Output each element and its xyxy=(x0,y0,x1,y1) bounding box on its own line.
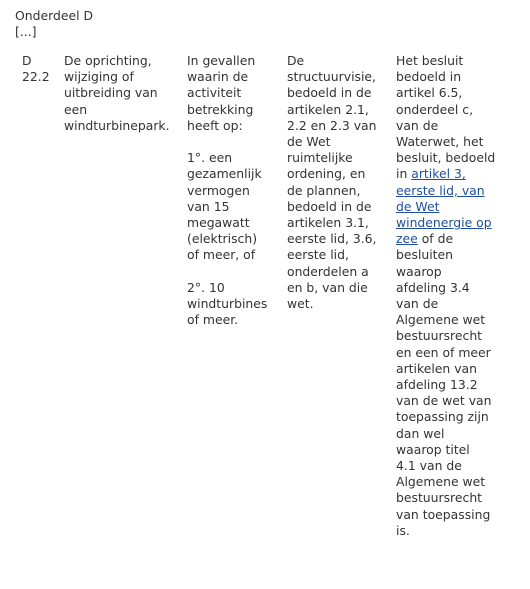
decisions-line: waarop titel xyxy=(396,441,470,457)
plans-line: en b, van die xyxy=(287,279,368,295)
law-reference-link[interactable]: zee xyxy=(396,231,418,247)
cases-intro-line: betrekking xyxy=(187,101,254,117)
decisions-link-lead: in xyxy=(396,166,412,182)
decisions-line: besluiten xyxy=(396,247,454,263)
plans-line: eerste lid, xyxy=(287,247,349,263)
cases-item-1-line: gezamenlijk xyxy=(187,166,262,182)
plans-line: ordening, en xyxy=(287,166,366,182)
activity-line: windturbinepark. xyxy=(64,117,170,133)
cases-item-2-line: of meer. xyxy=(187,312,239,328)
row-code-number: 22.2 xyxy=(22,69,50,85)
plans-line: De xyxy=(287,53,305,68)
activity-cell xyxy=(64,53,182,134)
plans-line: onderdelen a xyxy=(287,263,369,279)
plans-line: wet. xyxy=(287,296,314,312)
cases-item-1-line: of meer, of xyxy=(187,247,256,263)
plans-line: artikelen 3.1, xyxy=(287,215,369,231)
decisions-link-tail: of de xyxy=(417,231,454,247)
plans-line: eerste lid, 3.6, xyxy=(287,231,377,247)
decisions-line: besluit, bedoeld xyxy=(396,150,496,166)
decisions-line: bestuursrecht xyxy=(396,328,483,344)
plans-line: bedoeld in de xyxy=(287,198,372,214)
cases-intro-line: waarin de xyxy=(187,69,249,85)
row-code-cell xyxy=(22,53,62,85)
plans-line: de plannen, xyxy=(287,182,361,198)
decisions-link-line xyxy=(396,231,504,247)
cases-item-1-line: 1°. een xyxy=(187,150,233,166)
decisions-line: van de xyxy=(396,296,439,312)
decisions-line: artikel 6.5, xyxy=(396,85,463,101)
cases-item-1-line: van 15 xyxy=(187,198,230,214)
decisions-link-line xyxy=(396,166,504,182)
decisions-line: dan wel xyxy=(396,425,445,441)
paragraph-gap xyxy=(187,264,279,280)
decisions-line: toepassing zijn xyxy=(396,409,489,425)
activity-line: een xyxy=(64,101,88,117)
decisions-line: en een of meer xyxy=(396,344,491,360)
paragraph-gap xyxy=(187,134,279,150)
decisions-line: Het besluit xyxy=(396,53,464,68)
activity-line: uitbreiding van xyxy=(64,85,158,101)
cases-cell xyxy=(187,53,279,328)
plans-line: bedoeld in de xyxy=(287,85,372,101)
plans-line: 2.2 en 2.3 van xyxy=(287,117,377,133)
decisions-line: Algemene wet xyxy=(396,474,486,490)
row-code-letter: D xyxy=(22,53,32,68)
law-reference-link[interactable]: eerste lid, van xyxy=(396,182,485,198)
decisions-line: van de wet van xyxy=(396,393,492,409)
decisions-line: van toepassing xyxy=(396,506,491,522)
law-reference-link[interactable]: de Wet xyxy=(396,198,440,214)
decisions-line: waarop xyxy=(396,263,442,279)
decisions-line: Algemene wet xyxy=(396,312,486,328)
decisions-line: van de xyxy=(396,117,439,133)
cases-intro-line: activiteit xyxy=(187,85,242,101)
decisions-link-line xyxy=(396,215,504,231)
plans-line: structuurvisie, xyxy=(287,69,376,85)
decisions-line: bestuursrecht xyxy=(396,490,483,506)
cases-intro-line: heeft op: xyxy=(187,117,243,133)
decisions-line: artikelen van xyxy=(396,360,477,376)
decisions-line: onderdeel c, xyxy=(396,101,474,117)
decisions-link-line xyxy=(396,199,504,215)
plans-line: de Wet xyxy=(287,134,331,150)
plans-line: ruimtelijke xyxy=(287,150,353,166)
omission-marker: [...] xyxy=(15,23,37,39)
decisions-line: bedoeld in xyxy=(396,69,462,85)
decisions-line: afdeling 13.2 xyxy=(396,377,478,393)
decisions-line: Waterwet, het xyxy=(396,134,484,150)
part-title: Onderdeel D xyxy=(15,8,94,23)
decisions-cell xyxy=(396,53,504,539)
decisions-line: afdeling 3.4 xyxy=(396,279,470,295)
cases-intro-line: In gevallen xyxy=(187,53,256,68)
activity-line: wijziging of xyxy=(64,69,134,85)
decisions-line: 4.1 van de xyxy=(396,458,462,474)
cases-item-1-line: (elektrisch) xyxy=(187,231,258,247)
law-reference-link[interactable]: windenergie op xyxy=(396,215,492,231)
plans-cell xyxy=(287,53,389,312)
cases-item-1-line: megawatt xyxy=(187,215,250,231)
law-reference-link[interactable]: artikel 3, xyxy=(411,166,466,182)
decisions-link-line xyxy=(396,183,504,199)
decisions-line: is. xyxy=(396,522,410,538)
cases-item-1-line: vermogen xyxy=(187,182,250,198)
activity-line: De oprichting, xyxy=(64,53,152,68)
document-heading xyxy=(15,8,495,39)
cases-item-2-line: 2°. 10 xyxy=(187,279,225,295)
plans-line: artikelen 2.1, xyxy=(287,101,369,117)
cases-item-2-line: windturbines xyxy=(187,296,268,312)
